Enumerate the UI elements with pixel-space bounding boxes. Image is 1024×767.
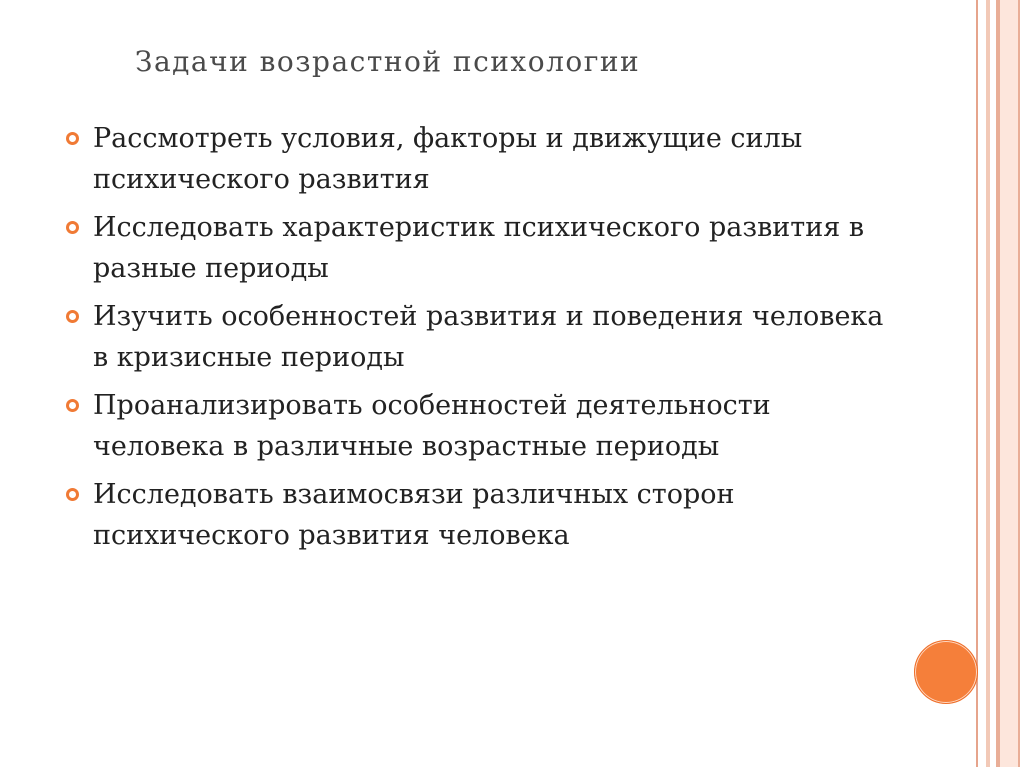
decorative-side-border [972,0,1024,767]
slide-title: Задачи возрастной психологии [135,45,641,78]
bullet-text-3: Изучить особенностей развития и поведения человека в кризисные периоды [93,301,884,373]
ring-bullet-icon [66,221,79,234]
bullet-text-1: Рассмотреть условия, факторы и движущие силы психического развития [93,123,803,195]
bullet-item-5 [66,474,886,556]
ring-bullet-icon [66,399,79,412]
bullet-text-5: Исследовать взаимосвязи различных сторон психического развития человека [93,479,735,551]
ring-bullet-icon [66,310,79,323]
bullet-text-2: Исследовать характеристик психического развития в разные периоды [93,212,865,284]
orange-circle-decoration [914,640,978,704]
ring-bullet-icon [66,132,79,145]
bullet-list [66,118,886,563]
bullet-item-4 [66,385,886,467]
ring-bullet-icon [66,488,79,501]
bullet-text-4: Проанализировать особенностей деятельности человека в различные возрастные периоды [93,390,771,462]
bullet-item-2 [66,207,886,289]
bullet-item-3 [66,296,886,378]
bullet-item-1 [66,118,886,200]
